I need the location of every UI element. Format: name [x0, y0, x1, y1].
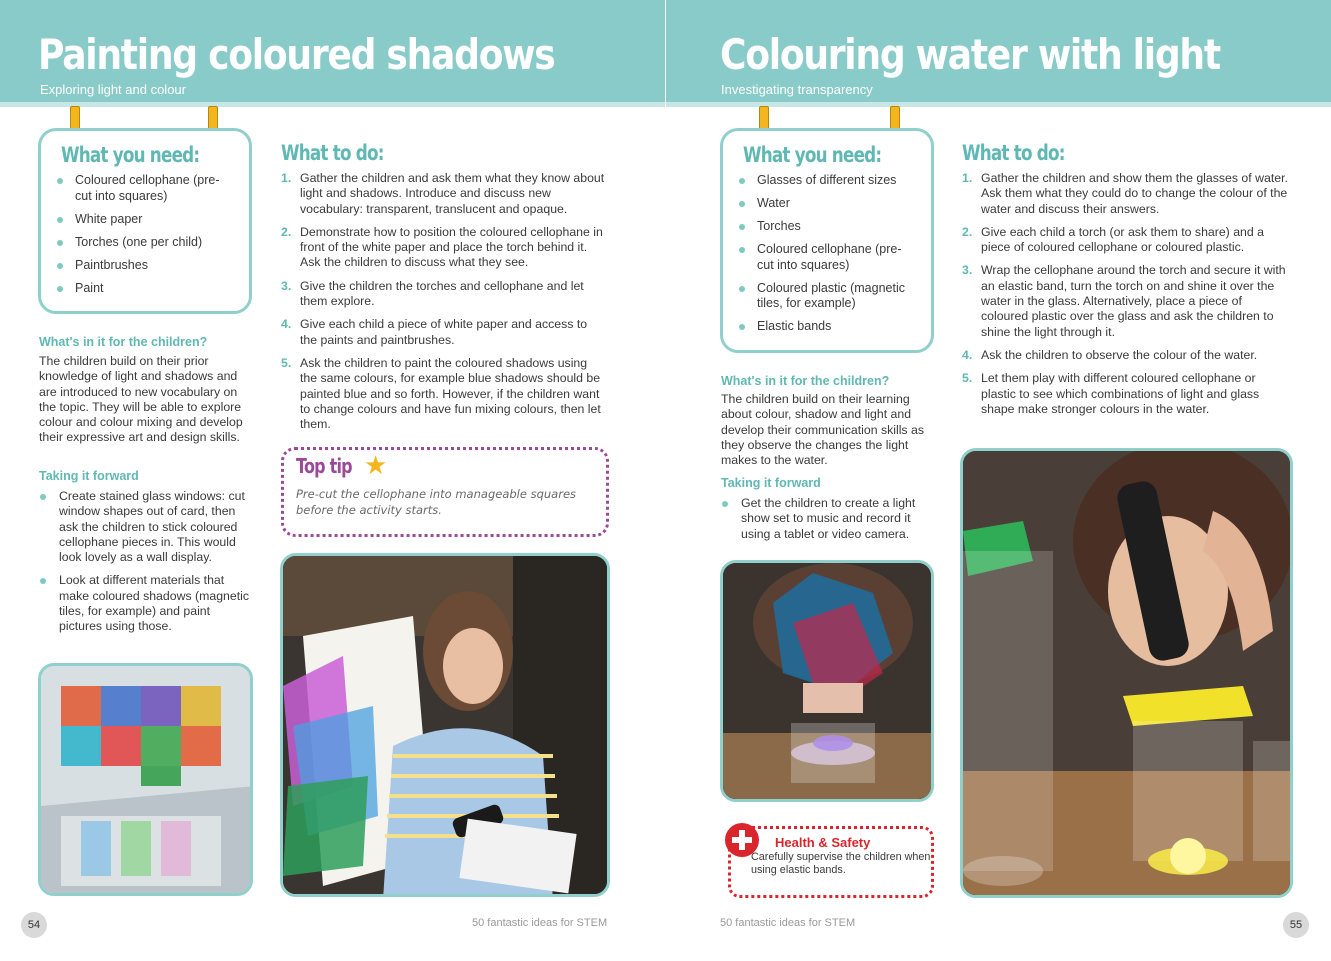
list-item	[962, 225, 1292, 256]
torch-over-glass-photo	[720, 560, 934, 802]
list-item	[962, 171, 1292, 217]
step-text: Ask the children to paint the coloured shadows using the same colours, for example blue shadows should be painted blue and so forth. However, if the children want to change colours and have fun mixing colours, then let them.	[300, 355, 601, 432]
step-text: Give each child a piece of white paper and access to the paints and paintbrushes.	[300, 317, 588, 347]
list-item: Elastic bands	[737, 319, 917, 335]
step-text: Gather the children and ask them what they know about light and shadows. Introduce and discuss new vocabulary: transparent, translucent and opaque.	[300, 171, 605, 216]
left-what-you-need-heading: What you need:	[61, 143, 200, 167]
left-whats-in-it-heading: What's in it for the children?	[39, 335, 208, 349]
right-what-you-need-box	[720, 128, 934, 353]
magnetic-tiles-illustration	[41, 666, 253, 896]
health-safety-box	[728, 826, 934, 898]
list-item: Glasses of different sizes	[737, 173, 917, 189]
step-number: 3.	[962, 263, 973, 278]
list-item: Paint	[55, 281, 235, 297]
girl-with-torch-photo	[960, 448, 1293, 898]
list-item	[962, 348, 1292, 363]
step-number: 1.	[962, 171, 973, 185]
list-item	[281, 171, 606, 217]
right-footer: 50 fantastic ideas for STEM	[720, 917, 856, 929]
step-text: Let them play with different coloured cellophane or plastic to see which combinations of light and glass shape make stronger colours in the water.	[981, 371, 1260, 416]
list-item: Get the children to create a light show set to music and record it using a tablet or video camera.	[721, 496, 933, 542]
left-need-list	[55, 173, 235, 304]
list-item	[281, 317, 606, 348]
left-page-title: Painting coloured shadows	[38, 30, 555, 79]
right-page-title: Colouring water with light	[720, 30, 1220, 79]
left-steps-list	[281, 171, 606, 440]
star-icon: ★	[364, 450, 388, 480]
list-item: Paintbrushes	[55, 258, 235, 274]
list-item	[962, 371, 1292, 417]
right-need-list	[737, 173, 917, 342]
right-page-number: 55	[1283, 912, 1309, 938]
magnetic-tiles-photo	[38, 663, 253, 896]
girl-painting-photo	[280, 553, 610, 897]
left-page-number: 54	[21, 912, 47, 938]
left-footer: 50 fantastic ideas for STEM	[472, 917, 608, 929]
list-item: Look at different materials that make coloured shadows (magnetic tiles, for example) and paint pictures using those.	[39, 573, 251, 634]
step-number: 1.	[281, 171, 292, 185]
health-safety-text: Carefully supervise the children when using elastic bands.	[751, 851, 931, 876]
left-page-subtitle: Exploring light and colour	[40, 82, 186, 97]
right-what-to-do-heading: What to do:	[962, 141, 1065, 165]
list-item: Water	[737, 196, 917, 212]
list-item: Coloured cellophane (pre-cut into squares)	[737, 242, 917, 273]
list-item: Coloured plastic (magnetic tiles, for example)	[737, 281, 917, 312]
list-item: White paper	[55, 212, 235, 228]
step-text: Ask the children to observe the colour of the water.	[981, 347, 1258, 362]
left-forward-list	[39, 489, 251, 643]
left-what-to-do-heading: What to do:	[281, 141, 384, 165]
step-number: 3.	[281, 278, 292, 293]
left-what-you-need-box	[38, 128, 252, 314]
left-whats-in-it-text: The children build on their prior knowledge of light and shadows and are introduced to new vocabulary on the topic. They will be able to explore colour and colour mixing and develop their expressive art and design skills.	[39, 354, 243, 445]
step-number: 4.	[962, 347, 973, 362]
right-steps-list	[962, 171, 1292, 425]
list-item: Create stained glass windows: cut window shapes out of card, then ask the children to stick coloured cellophane pieces in. This would look lovely as a wall display.	[39, 489, 251, 565]
list-item: Coloured cellophane (pre-cut into squares)	[55, 173, 235, 204]
right-page-subtitle: Investigating transparency	[721, 82, 873, 97]
top-tip-text: Pre-cut the cellophane into manageable squares before the activity starts.	[296, 487, 577, 517]
step-number: 4.	[281, 317, 292, 332]
girl-with-torch-illustration	[963, 451, 1293, 898]
right-what-you-need-heading: What you need:	[743, 143, 882, 167]
step-text: Give each child a torch (or ask them to share) and a piece of coloured cellophane or coloured plastic.	[981, 224, 1264, 255]
right-whats-in-it-heading: What's in it for the children?	[721, 374, 890, 388]
right-whats-in-it-text: The children build on their learning about colour, shadow and light and develop their communication skills as they observe the changes the light makes to the water.	[721, 392, 924, 468]
health-safety-heading: Health & Safety	[775, 835, 871, 850]
list-item	[281, 225, 606, 271]
top-tip-heading: Top tip	[296, 454, 352, 478]
step-text: Gather the children and show them the glasses of water. Ask them what they could do to change the colour of the water and discuss their answers.	[981, 171, 1288, 216]
list-item	[962, 263, 1292, 339]
list-item	[281, 279, 606, 310]
list-item: Torches (one per child)	[55, 235, 235, 251]
step-number: 2.	[281, 224, 292, 239]
right-forward-list	[721, 496, 933, 550]
torch-over-glass-illustration	[723, 563, 934, 802]
left-taking-it-forward-heading: Taking it forward	[39, 469, 139, 483]
step-number: 2.	[962, 224, 973, 239]
list-item	[281, 356, 606, 432]
left-banner-underline	[0, 102, 665, 107]
right-taking-it-forward-heading: Taking it forward	[721, 476, 821, 490]
list-item: Torches	[737, 219, 917, 235]
step-text: Wrap the cellophane around the torch and secure it with an elastic band, turn the torch on and shine it over the water in the glass. Alternatively, place a piece of coloured plastic over the glass and ask the children to shine the light through it.	[981, 263, 1286, 339]
top-tip-box	[281, 447, 609, 537]
step-number: 5.	[962, 371, 973, 386]
girl-painting-illustration	[283, 556, 610, 897]
step-number: 5.	[281, 355, 292, 370]
step-text: Demonstrate how to position the coloured cellophane in front of the white paper and place the torch behind it. Ask the children to discuss what they see.	[300, 224, 603, 270]
step-text: Give the children the torches and cellophane and let them explore.	[300, 278, 584, 309]
